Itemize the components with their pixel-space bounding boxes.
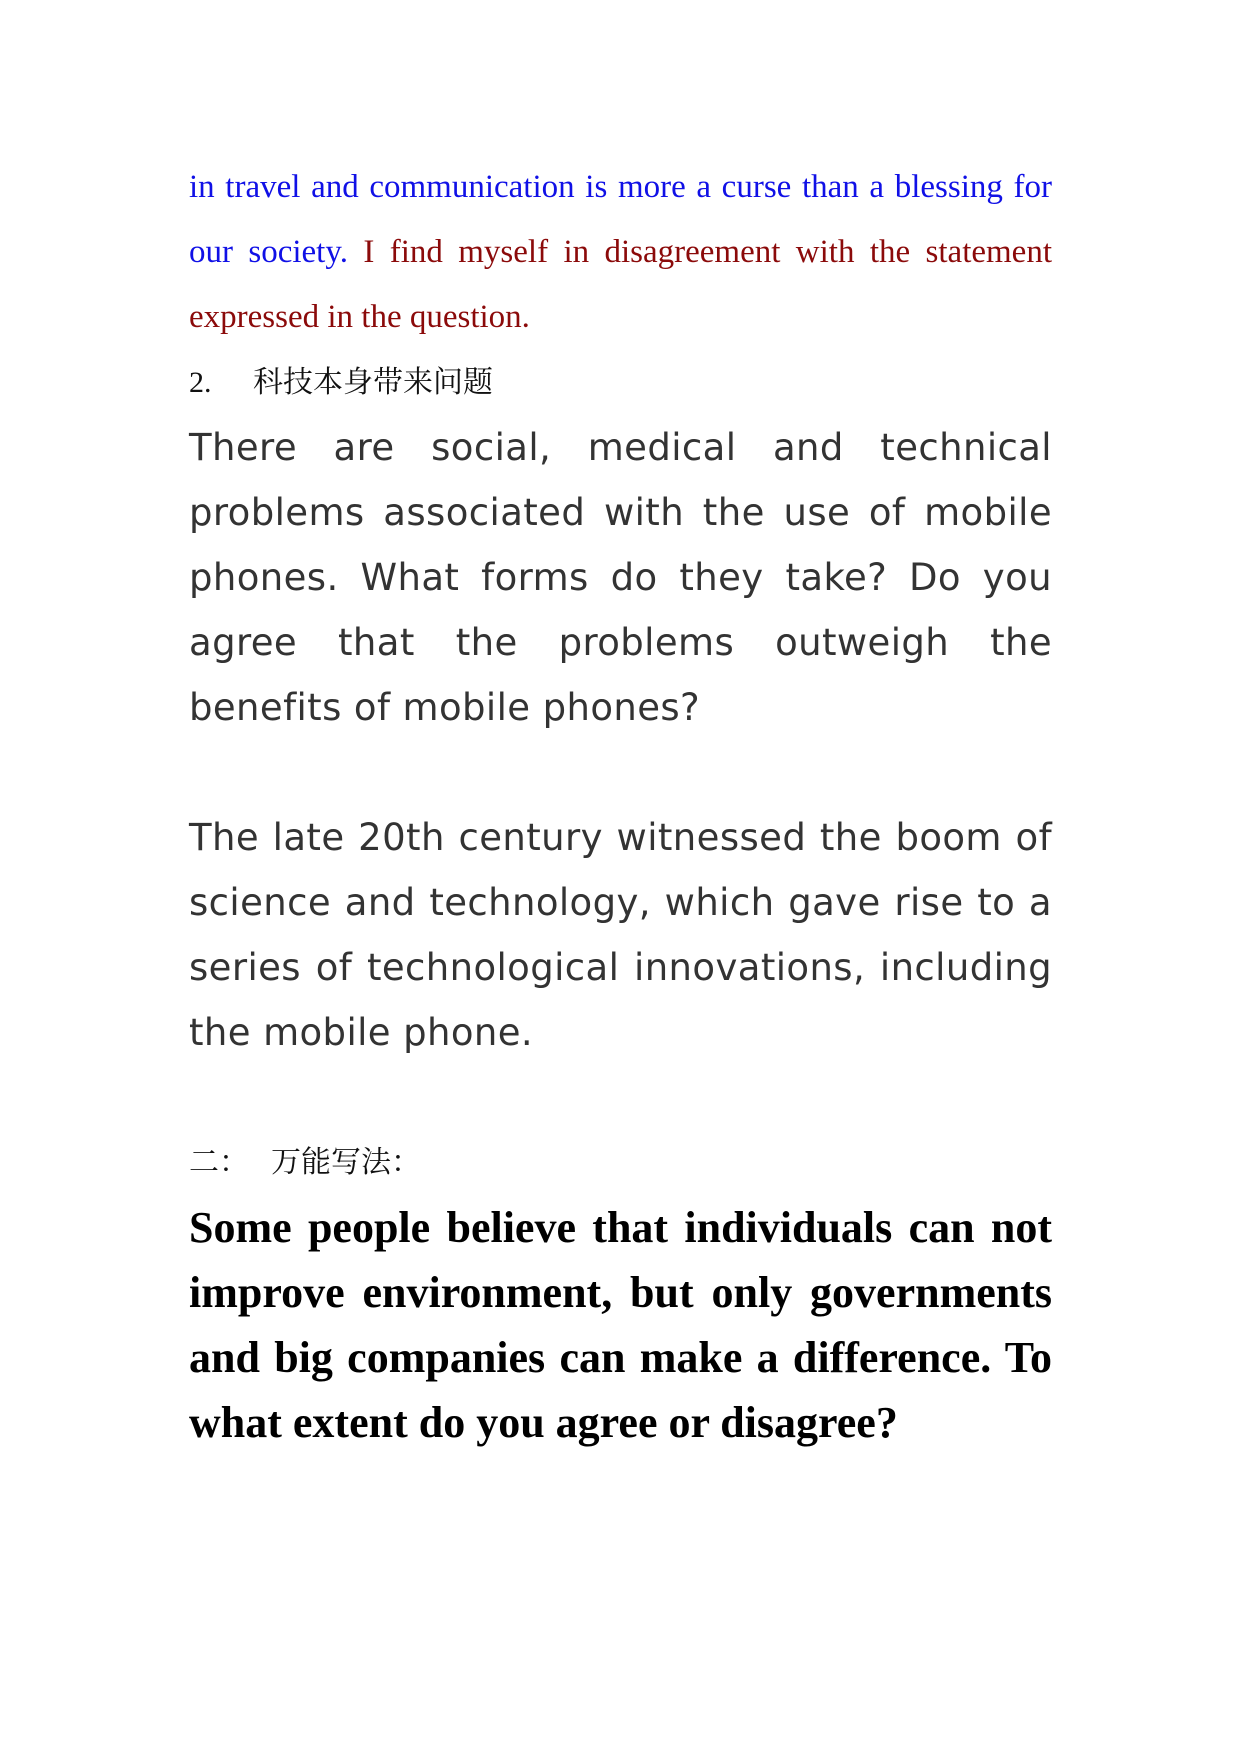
- intro-blue-text: in travel and communication is more a curse than a blessing for our society.: [189, 169, 1052, 270]
- section-number-2: 二：: [189, 1146, 249, 1179]
- document-page: [189, 155, 1052, 1455]
- question-2: Some people believe that individuals can not improve environment, but only governments and big companies can make a difference. To what extent do you agree or disagree?: [189, 1203, 1052, 1447]
- question-1: There are social, medical and technical problems associated with the use of mobile phones. What forms do they take? Do you agree that the problems outweigh the benefits of mobile phones?: [189, 426, 1052, 729]
- section-number-1: 2.: [189, 366, 212, 399]
- section-title-2: 万能写法：: [271, 1146, 421, 1179]
- section-title-1: 科技本身带来问题: [253, 366, 493, 399]
- intro-red-text: I find myself in disagreement with the statement expressed in the question.: [189, 234, 1053, 335]
- answer-1: The late 20th century witnessed the boom of science and technology, which gave rise to a series of technological innovations, including the mobile phone.: [189, 816, 1052, 1054]
- intro-paragraph: [189, 155, 1052, 350]
- blank-line: [189, 740, 1052, 805]
- section-heading-2: [189, 1130, 1052, 1195]
- section-heading-1: [189, 350, 1052, 415]
- blank-line: [189, 1065, 1052, 1130]
